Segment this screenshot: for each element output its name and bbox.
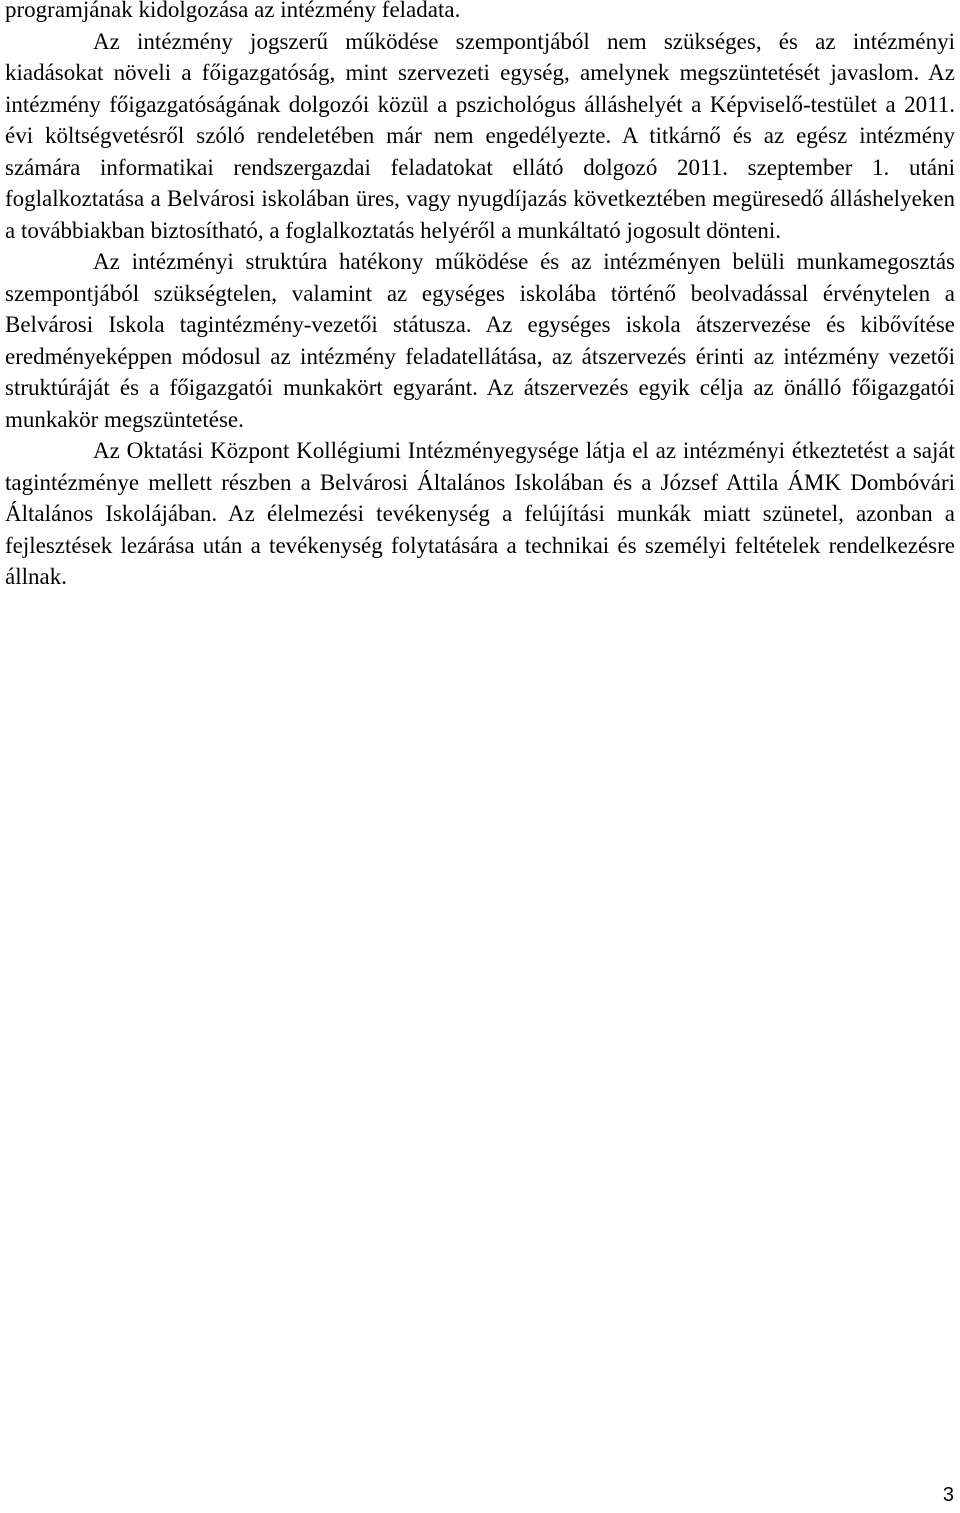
page-number: 3	[942, 1484, 954, 1506]
paragraph-intezmenyi-struktura: Az intézményi struktúra hatékony működése és az intézményen belüli munkamegosztás szempontjából szükségtelen, valamint az egységes iskolába történő beolvadással érvénytelen a Belvárosi Iskola tagintézmény-vezetői státusza. Az egységes iskola átszervezése és kibővítése eredményeképpen módosul az intézmény feladatellátása, az átszervezés érinti az intézmény vezetői struktúráját és a főigazgatói munkakört egyaránt. Az átszervezés egyik célja az önálló főigazgatói munkakör megszüntetése.	[5, 249, 955, 432]
paragraph-etkeztetes: Az Oktatási Központ Kollégiumi Intézményegysége látja el az intézményi étkeztetést a saját tagintézménye mellett részben a Belvárosi Általános Iskolában és a József Attila ÁMK Dombóvári Általános Iskolájában. Az élelmezési tevékenység a felújítási munkák miatt szünetel, azonban a fejlesztések lezárása után a tevékenység folytatására a technikai és személyi feltételek rendelkezésre állnak.	[5, 438, 955, 589]
paragraph-continuation: programjának kidolgozása az intézmény feladata.	[5, 0, 461, 22]
paragraph-foigazgatosag: Az intézmény jogszerű működése szempontjából nem szükséges, és az intézményi kiadásokat növeli a főigazgatóság, mint szervezeti egység, amelynek megszüntetését javaslom. Az intézmény főigazgatóságának dolgozói közül a pszichológus álláshelyét a Képviselő-testület a 2011. évi költségvetésről szóló rendeletében már nem engedélyezte. A titkárnő és az egész intézmény számára informatikai rendszergazdai feladatokat ellátó dolgozó 2011. szeptember 1. utáni foglalkoztatása a Belvárosi iskolában üres, vagy nyugdíjazás következtében megüresedő álláshelyeken a továbbiakban biztosítható, a foglalkoztatás helyéről a munkáltató jogosult dönteni.	[5, 28, 955, 243]
document-page	[5, 0, 955, 593]
